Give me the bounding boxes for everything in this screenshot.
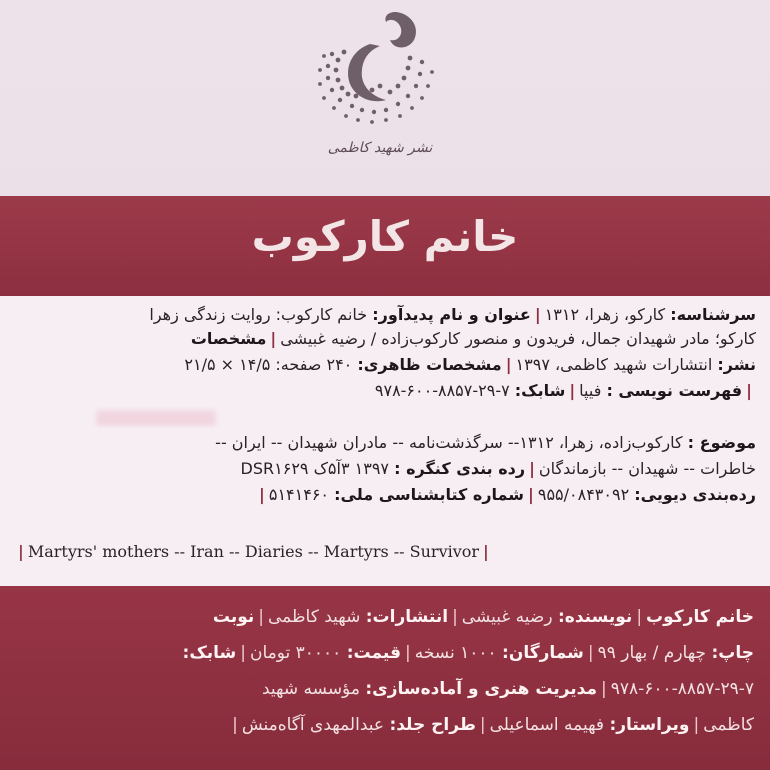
cip-line-3: نشر: انتشارات شهید کاظمی، ۱۳۹۷|مشخصات ظاهری: ۲۴۰ صفحه: ۱۴/۵ × ۲۱/۵	[184, 355, 756, 374]
book-title: خانم کارکوب	[251, 212, 519, 261]
cip-redacted-line	[14, 406, 756, 428]
svg-text:نشر شهید کاظمی: نشر شهید کاظمی	[327, 140, 433, 156]
cip-line-5: موضوع : کارکوب‌زاده، زهرا، ۱۳۱۲-- سرگذشت‌نامه -- مادران شهیدان -- ایران --	[215, 433, 756, 452]
cip-line-1: سرشناسه: کارکو، زهرا، ۱۳۱۲|عنوان و نام پدیدآور: خانم کارکوب: روایت زندگی زهرا	[149, 305, 756, 324]
colophon-line-3: ۹۷۸-۶۰۰-۸۸۵۷-۲۹-۷|مدیریت هنری و آماده‌سازی: مؤسسه شهید	[262, 679, 754, 699]
english-subjects: | Martyrs' mothers -- Iran -- Diaries -- Martyrs -- Survivor |	[18, 542, 489, 561]
redacted-blur	[96, 410, 216, 426]
colophon-line-4: کاظمی|ویراستار: فهیمه اسماعیلی|طراح جلد: عبدالمهدی آگاه‌منش|	[232, 715, 754, 735]
colophon-line-1: خانم کارکوب|نویسنده: رضیه غبیشی|انتشارات: شهید کاظمی|نوبت	[212, 607, 754, 627]
colophon-line-2: چاپ: چهارم / بهار ۹۹|شمارگان: ۱۰۰۰ نسخه|قیمت: ۳۰۰۰۰ تومان|شابک:	[182, 643, 754, 663]
cip-line-2: کارکو؛ مادر شهیدان جمال، فریدون و منصور کارکوب‌زاده / رضیه غبیشی|مشخصات	[190, 329, 756, 348]
cip-line-7: رده‌بندی دیویی: ۹۵۵/۰۸۴۳۰۹۲|شماره کتابشناسی ملی: ۵۱۴۱۴۶۰|	[259, 485, 756, 504]
cip-line-6: خاطرات -- شهیدان -- بازماندگان|رده بندی کنگره : ۱۳۹۷ ۳آ۵ک DSR۱۶۲۹	[240, 459, 756, 478]
cip-line-4: |فهرست نویسی : فیپا|شابک: ۹۷۸-۶۰۰-۸۸۵۷-۲۹-۷	[374, 381, 752, 400]
publisher-logo	[300, 4, 460, 179]
